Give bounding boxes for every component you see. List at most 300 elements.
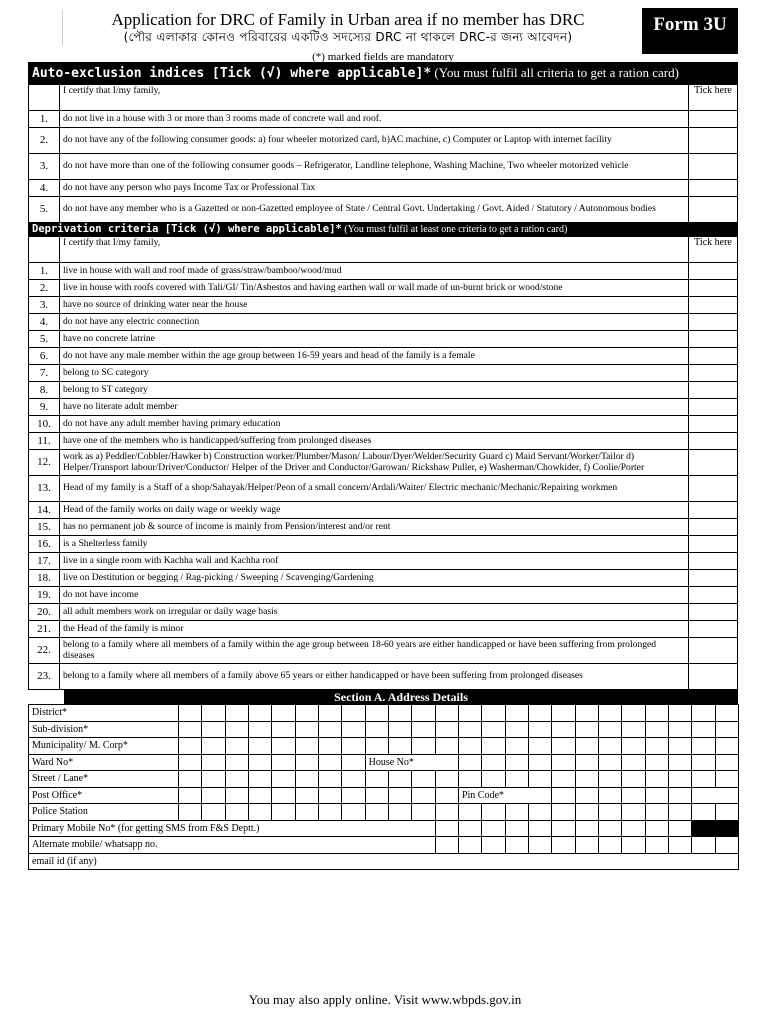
address-row xyxy=(29,738,739,755)
criteria-row xyxy=(29,331,738,348)
character-box[interactable] xyxy=(342,754,365,771)
criteria-text: have one of the members who is handicapped/suffering from prolonged diseases xyxy=(60,433,689,450)
character-box[interactable] xyxy=(505,754,528,771)
character-box[interactable] xyxy=(692,771,715,788)
character-box[interactable] xyxy=(575,754,598,771)
character-box[interactable] xyxy=(272,771,295,788)
character-box[interactable] xyxy=(668,705,691,722)
character-box[interactable] xyxy=(225,787,248,804)
character-box[interactable] xyxy=(622,771,645,788)
certify-row xyxy=(29,85,738,111)
character-box[interactable] xyxy=(528,820,551,837)
character-box[interactable] xyxy=(435,705,458,722)
field-label-alt-mobile: Alternate mobile/ whatsapp no. xyxy=(29,837,436,854)
character-box[interactable] xyxy=(528,771,551,788)
certify-text: I certify that I/my family, xyxy=(60,85,689,111)
character-box[interactable] xyxy=(692,754,715,771)
criteria-text: belong to a family where all members of a family above 65 years or either handicapped or have been suffering from prolonged diseases xyxy=(60,664,689,690)
criteria-row xyxy=(29,519,738,536)
tick-box[interactable] xyxy=(689,297,738,314)
character-box[interactable] xyxy=(552,837,575,854)
character-box[interactable] xyxy=(482,771,505,788)
character-box[interactable] xyxy=(505,837,528,854)
character-box[interactable] xyxy=(505,771,528,788)
character-box[interactable] xyxy=(458,721,481,738)
criteria-row xyxy=(29,382,738,399)
character-box[interactable] xyxy=(528,754,551,771)
character-box[interactable] xyxy=(318,721,341,738)
character-box[interactable] xyxy=(202,787,225,804)
criteria-number: 5. xyxy=(29,197,60,223)
criteria-number: 18. xyxy=(29,570,60,587)
character-box[interactable] xyxy=(645,705,668,722)
criteria-text: belong to ST category xyxy=(60,382,689,399)
character-box[interactable] xyxy=(505,820,528,837)
character-box[interactable] xyxy=(342,804,365,821)
character-box[interactable] xyxy=(715,738,738,755)
character-box[interactable] xyxy=(598,754,621,771)
character-box[interactable] xyxy=(272,804,295,821)
character-box[interactable] xyxy=(482,705,505,722)
character-box[interactable] xyxy=(622,721,645,738)
character-box[interactable] xyxy=(528,837,551,854)
character-box[interactable] xyxy=(412,787,435,804)
form-code-badge: Form 3U xyxy=(642,8,738,54)
character-box[interactable] xyxy=(645,738,668,755)
deprivation-heading xyxy=(28,223,738,236)
character-box[interactable] xyxy=(179,804,202,821)
tick-box[interactable] xyxy=(689,502,738,519)
field-label-pin: Pin Code* xyxy=(458,787,551,804)
character-box[interactable] xyxy=(668,787,691,804)
character-box[interactable] xyxy=(482,738,505,755)
field-label-street: Street / Lane* xyxy=(29,771,179,788)
character-box[interactable] xyxy=(365,705,388,722)
address-row xyxy=(29,787,739,804)
criteria-text: have no concrete latrine xyxy=(60,331,689,348)
criteria-number: 23. xyxy=(29,664,60,690)
character-box[interactable] xyxy=(342,738,365,755)
character-box[interactable] xyxy=(295,804,318,821)
character-box[interactable] xyxy=(179,705,202,722)
character-box[interactable] xyxy=(412,705,435,722)
mandatory-note: (*) marked fields are mandatory xyxy=(312,51,454,63)
character-box[interactable] xyxy=(365,804,388,821)
character-box[interactable] xyxy=(528,738,551,755)
character-box[interactable] xyxy=(575,804,598,821)
character-box[interactable] xyxy=(225,705,248,722)
character-box[interactable] xyxy=(365,771,388,788)
tick-box[interactable] xyxy=(689,197,738,223)
character-box[interactable] xyxy=(622,787,645,804)
character-box[interactable] xyxy=(179,787,202,804)
address-row xyxy=(29,721,739,738)
criteria-number: 14. xyxy=(29,502,60,519)
character-box[interactable] xyxy=(552,705,575,722)
character-box[interactable] xyxy=(388,721,411,738)
criteria-number: 11. xyxy=(29,433,60,450)
criteria-row xyxy=(29,433,738,450)
criteria-text: do not have any member who is a Gazetted or non-Gazetted employee of State / Central Govt. Undertaking / Govt. Aided / Statutory / Autonomous bodies xyxy=(60,197,689,223)
character-box[interactable] xyxy=(692,837,715,854)
tick-box[interactable] xyxy=(689,154,738,180)
address-table xyxy=(28,704,739,870)
criteria-number: 17. xyxy=(29,553,60,570)
criteria-number: 2. xyxy=(29,128,60,154)
criteria-number: 9. xyxy=(29,399,60,416)
character-box[interactable] xyxy=(552,787,575,804)
tick-box[interactable] xyxy=(689,570,738,587)
character-box[interactable] xyxy=(575,738,598,755)
character-box[interactable] xyxy=(598,771,621,788)
criteria-row xyxy=(29,553,738,570)
character-box[interactable] xyxy=(435,804,458,821)
criteria-text: do not have any male member within the age group between 16-59 years and head of the family is a female xyxy=(60,348,689,365)
criteria-text: do not have any electric connection xyxy=(60,314,689,331)
character-box[interactable] xyxy=(248,771,271,788)
criteria-text: work as a) Peddler/Cobbler/Hawker b) Construction worker/Plumber/Mason/ Labour/Dyer/Welder/Security Guard c) Maid Servant/Worker/Tailor d) Helper/Transport labour/Driver/Conductor/ Helper of the Driver and Conductor/Garowan/ Rickshaw Puller, e) Washerman/Chowkider, f) Coolie/Porter xyxy=(60,450,689,476)
certify-number-cell xyxy=(29,237,60,263)
character-box[interactable] xyxy=(715,705,738,722)
tick-box[interactable] xyxy=(689,399,738,416)
criteria-row xyxy=(29,365,738,382)
criteria-number: 16. xyxy=(29,536,60,553)
criteria-number: 1. xyxy=(29,263,60,280)
character-box[interactable] xyxy=(715,721,738,738)
field-label-primary-mobile: Primary Mobile No* (for getting SMS from F&S Deptt.) xyxy=(29,820,436,837)
character-box[interactable] xyxy=(552,754,575,771)
character-box[interactable] xyxy=(295,738,318,755)
character-box[interactable] xyxy=(179,721,202,738)
character-box[interactable] xyxy=(388,804,411,821)
character-box[interactable] xyxy=(575,771,598,788)
criteria-row xyxy=(29,476,738,502)
character-box[interactable] xyxy=(715,754,738,771)
character-box[interactable] xyxy=(668,771,691,788)
criteria-number: 20. xyxy=(29,604,60,621)
criteria-row xyxy=(29,399,738,416)
character-box[interactable] xyxy=(295,705,318,722)
character-box[interactable] xyxy=(202,771,225,788)
character-box[interactable] xyxy=(202,705,225,722)
criteria-text: Head of the family works on daily wage or weekly wage xyxy=(60,502,689,519)
character-box[interactable] xyxy=(295,721,318,738)
criteria-row xyxy=(29,502,738,519)
criteria-number: 12. xyxy=(29,450,60,476)
character-box[interactable] xyxy=(528,804,551,821)
character-box[interactable] xyxy=(318,754,341,771)
character-box[interactable] xyxy=(202,721,225,738)
tick-box[interactable] xyxy=(689,476,738,502)
character-box[interactable] xyxy=(552,820,575,837)
character-box[interactable] xyxy=(598,787,621,804)
character-box[interactable] xyxy=(622,820,645,837)
character-box[interactable] xyxy=(225,804,248,821)
character-box[interactable] xyxy=(435,738,458,755)
character-box[interactable] xyxy=(248,721,271,738)
character-box[interactable] xyxy=(668,820,691,837)
character-box[interactable] xyxy=(365,738,388,755)
character-box[interactable] xyxy=(202,754,225,771)
character-box[interactable] xyxy=(552,738,575,755)
address-row xyxy=(29,804,739,821)
character-box[interactable] xyxy=(458,837,481,854)
character-box[interactable] xyxy=(552,804,575,821)
character-box[interactable] xyxy=(272,705,295,722)
criteria-row xyxy=(29,536,738,553)
character-box[interactable] xyxy=(412,771,435,788)
address-row xyxy=(29,853,739,870)
character-box[interactable] xyxy=(645,771,668,788)
character-box[interactable] xyxy=(668,754,691,771)
character-box[interactable] xyxy=(715,820,738,837)
character-box[interactable] xyxy=(458,804,481,821)
character-box[interactable] xyxy=(342,721,365,738)
character-box[interactable] xyxy=(388,738,411,755)
auto-exclusion-table xyxy=(28,84,738,223)
character-box[interactable] xyxy=(179,738,202,755)
character-box[interactable] xyxy=(715,837,738,854)
criteria-text: all adult members work on irregular or daily wage basis xyxy=(60,604,689,621)
tick-box[interactable] xyxy=(689,314,738,331)
character-box[interactable] xyxy=(412,804,435,821)
character-box[interactable] xyxy=(272,738,295,755)
character-box[interactable] xyxy=(412,738,435,755)
field-label-post-office: Post Office* xyxy=(29,787,179,804)
character-box[interactable] xyxy=(318,738,341,755)
character-box[interactable] xyxy=(645,837,668,854)
character-box[interactable] xyxy=(668,837,691,854)
criteria-row xyxy=(29,348,738,365)
character-box[interactable] xyxy=(342,771,365,788)
character-box[interactable] xyxy=(528,705,551,722)
character-box[interactable] xyxy=(248,754,271,771)
tick-box[interactable] xyxy=(689,111,738,128)
field-label-email: email id (if any) xyxy=(29,853,739,870)
character-box[interactable] xyxy=(668,721,691,738)
character-box[interactable] xyxy=(692,804,715,821)
character-box[interactable] xyxy=(692,738,715,755)
criteria-number: 1. xyxy=(29,111,60,128)
criteria-row xyxy=(29,197,738,223)
title-box xyxy=(62,10,633,45)
criteria-row xyxy=(29,450,738,476)
tick-box[interactable] xyxy=(689,128,738,154)
character-box[interactable] xyxy=(598,820,621,837)
criteria-row xyxy=(29,416,738,433)
tick-box[interactable] xyxy=(689,433,738,450)
character-box[interactable] xyxy=(598,721,621,738)
character-box[interactable] xyxy=(598,705,621,722)
tick-box[interactable] xyxy=(689,263,738,280)
character-box[interactable] xyxy=(622,837,645,854)
character-box[interactable] xyxy=(412,721,435,738)
character-box[interactable] xyxy=(458,771,481,788)
criteria-number: 13. xyxy=(29,476,60,502)
field-label-municipality: Municipality/ M. Corp* xyxy=(29,738,179,755)
tick-box[interactable] xyxy=(689,553,738,570)
character-box[interactable] xyxy=(645,804,668,821)
tick-box[interactable] xyxy=(689,604,738,621)
criteria-number: 8. xyxy=(29,382,60,399)
character-box[interactable] xyxy=(225,754,248,771)
field-label-house: House No* xyxy=(365,754,458,771)
character-box[interactable] xyxy=(575,820,598,837)
criteria-text: do not live in a house with 3 or more than 3 rooms made of concrete wall and roof. xyxy=(60,111,689,128)
character-box[interactable] xyxy=(575,705,598,722)
character-box[interactable] xyxy=(388,787,411,804)
character-box[interactable] xyxy=(528,721,551,738)
criteria-row xyxy=(29,638,738,664)
character-box[interactable] xyxy=(388,705,411,722)
criteria-number: 21. xyxy=(29,621,60,638)
character-box[interactable] xyxy=(225,738,248,755)
tick-box[interactable] xyxy=(689,450,738,476)
character-box[interactable] xyxy=(645,721,668,738)
criteria-row xyxy=(29,604,738,621)
criteria-row xyxy=(29,111,738,128)
criteria-row xyxy=(29,180,738,197)
tick-box[interactable] xyxy=(689,519,738,536)
character-box[interactable] xyxy=(482,804,505,821)
criteria-row xyxy=(29,570,738,587)
deprivation-title: Deprivation criteria [Tick (√) where applicable]* xyxy=(32,223,342,235)
character-box[interactable] xyxy=(668,738,691,755)
character-box[interactable] xyxy=(225,721,248,738)
tick-box[interactable] xyxy=(689,587,738,604)
character-box[interactable] xyxy=(295,787,318,804)
character-box[interactable] xyxy=(179,771,202,788)
criteria-number: 2. xyxy=(29,280,60,297)
character-box[interactable] xyxy=(622,705,645,722)
character-box[interactable] xyxy=(435,771,458,788)
character-box[interactable] xyxy=(622,754,645,771)
tick-box[interactable] xyxy=(689,536,738,553)
character-box[interactable] xyxy=(295,771,318,788)
character-box[interactable] xyxy=(365,721,388,738)
character-box[interactable] xyxy=(668,804,691,821)
character-box[interactable] xyxy=(692,787,739,804)
tick-box[interactable] xyxy=(689,280,738,297)
criteria-text: live in house with wall and roof made of grass/straw/bamboo/wood/mud xyxy=(60,263,689,280)
character-box[interactable] xyxy=(715,804,738,821)
deprivation-note: (You must fulfil at least one criteria to get a ration card) xyxy=(341,224,568,235)
character-box[interactable] xyxy=(272,754,295,771)
character-box[interactable] xyxy=(202,738,225,755)
criteria-number: 4. xyxy=(29,314,60,331)
character-box[interactable] xyxy=(318,787,341,804)
tick-box[interactable] xyxy=(689,365,738,382)
character-box[interactable] xyxy=(458,738,481,755)
auto-exclusion-heading xyxy=(28,62,738,84)
criteria-number: 7. xyxy=(29,365,60,382)
character-box[interactable] xyxy=(295,754,318,771)
character-box[interactable] xyxy=(598,837,621,854)
character-box[interactable] xyxy=(622,738,645,755)
character-box[interactable] xyxy=(482,721,505,738)
character-box[interactable] xyxy=(482,754,505,771)
field-label-ward: Ward No* xyxy=(29,754,179,771)
character-box[interactable] xyxy=(575,721,598,738)
character-box[interactable] xyxy=(365,787,388,804)
form-header xyxy=(28,8,738,62)
tick-box[interactable] xyxy=(689,382,738,399)
character-box[interactable] xyxy=(692,820,715,837)
character-box[interactable] xyxy=(622,804,645,821)
character-box[interactable] xyxy=(435,837,458,854)
criteria-text: Head of my family is a Staff of a shop/Sahayak/Helper/Peon of a small concern/Ardali/Waiter/ Electric mechanic/Mechanic/Repairing workmen xyxy=(60,476,689,502)
character-box[interactable] xyxy=(318,804,341,821)
character-box[interactable] xyxy=(645,787,668,804)
character-box[interactable] xyxy=(575,837,598,854)
criteria-row xyxy=(29,621,738,638)
character-box[interactable] xyxy=(505,804,528,821)
tick-box[interactable] xyxy=(689,416,738,433)
character-box[interactable] xyxy=(435,721,458,738)
character-box[interactable] xyxy=(458,820,481,837)
address-row xyxy=(29,837,739,854)
character-box[interactable] xyxy=(202,804,225,821)
character-box[interactable] xyxy=(505,705,528,722)
character-box[interactable] xyxy=(715,771,738,788)
character-box[interactable] xyxy=(692,721,715,738)
character-box[interactable] xyxy=(342,787,365,804)
character-box[interactable] xyxy=(552,721,575,738)
tick-box[interactable] xyxy=(689,348,738,365)
character-box[interactable] xyxy=(458,705,481,722)
character-box[interactable] xyxy=(318,771,341,788)
character-box[interactable] xyxy=(598,804,621,821)
tick-box[interactable] xyxy=(689,331,738,348)
character-box[interactable] xyxy=(342,705,365,722)
form-page xyxy=(28,8,738,870)
criteria-text: do not have any person who pays Income Tax or Professional Tax xyxy=(60,180,689,197)
character-box[interactable] xyxy=(552,771,575,788)
character-box[interactable] xyxy=(248,738,271,755)
character-box[interactable] xyxy=(482,837,505,854)
criteria-number: 22. xyxy=(29,638,60,664)
character-box[interactable] xyxy=(272,721,295,738)
criteria-number: 15. xyxy=(29,519,60,536)
character-box[interactable] xyxy=(318,705,341,722)
tick-box[interactable] xyxy=(689,621,738,638)
character-box[interactable] xyxy=(435,820,458,837)
character-box[interactable] xyxy=(272,787,295,804)
character-box[interactable] xyxy=(482,820,505,837)
character-box[interactable] xyxy=(435,787,458,804)
character-box[interactable] xyxy=(248,804,271,821)
character-box[interactable] xyxy=(575,787,598,804)
character-box[interactable] xyxy=(645,820,668,837)
character-box[interactable] xyxy=(248,705,271,722)
character-box[interactable] xyxy=(598,738,621,755)
character-box[interactable] xyxy=(645,754,668,771)
tick-box[interactable] xyxy=(689,638,738,664)
character-box[interactable] xyxy=(248,787,271,804)
criteria-text: do not have income xyxy=(60,587,689,604)
tick-box[interactable] xyxy=(689,180,738,197)
character-box[interactable] xyxy=(179,754,202,771)
character-box[interactable] xyxy=(505,738,528,755)
character-box[interactable] xyxy=(505,721,528,738)
character-box[interactable] xyxy=(458,754,481,771)
tick-box[interactable] xyxy=(689,664,738,690)
character-box[interactable] xyxy=(225,771,248,788)
criteria-text: do not have any adult member having primary education xyxy=(60,416,689,433)
criteria-row xyxy=(29,263,738,280)
character-box[interactable] xyxy=(692,705,715,722)
character-box[interactable] xyxy=(388,771,411,788)
